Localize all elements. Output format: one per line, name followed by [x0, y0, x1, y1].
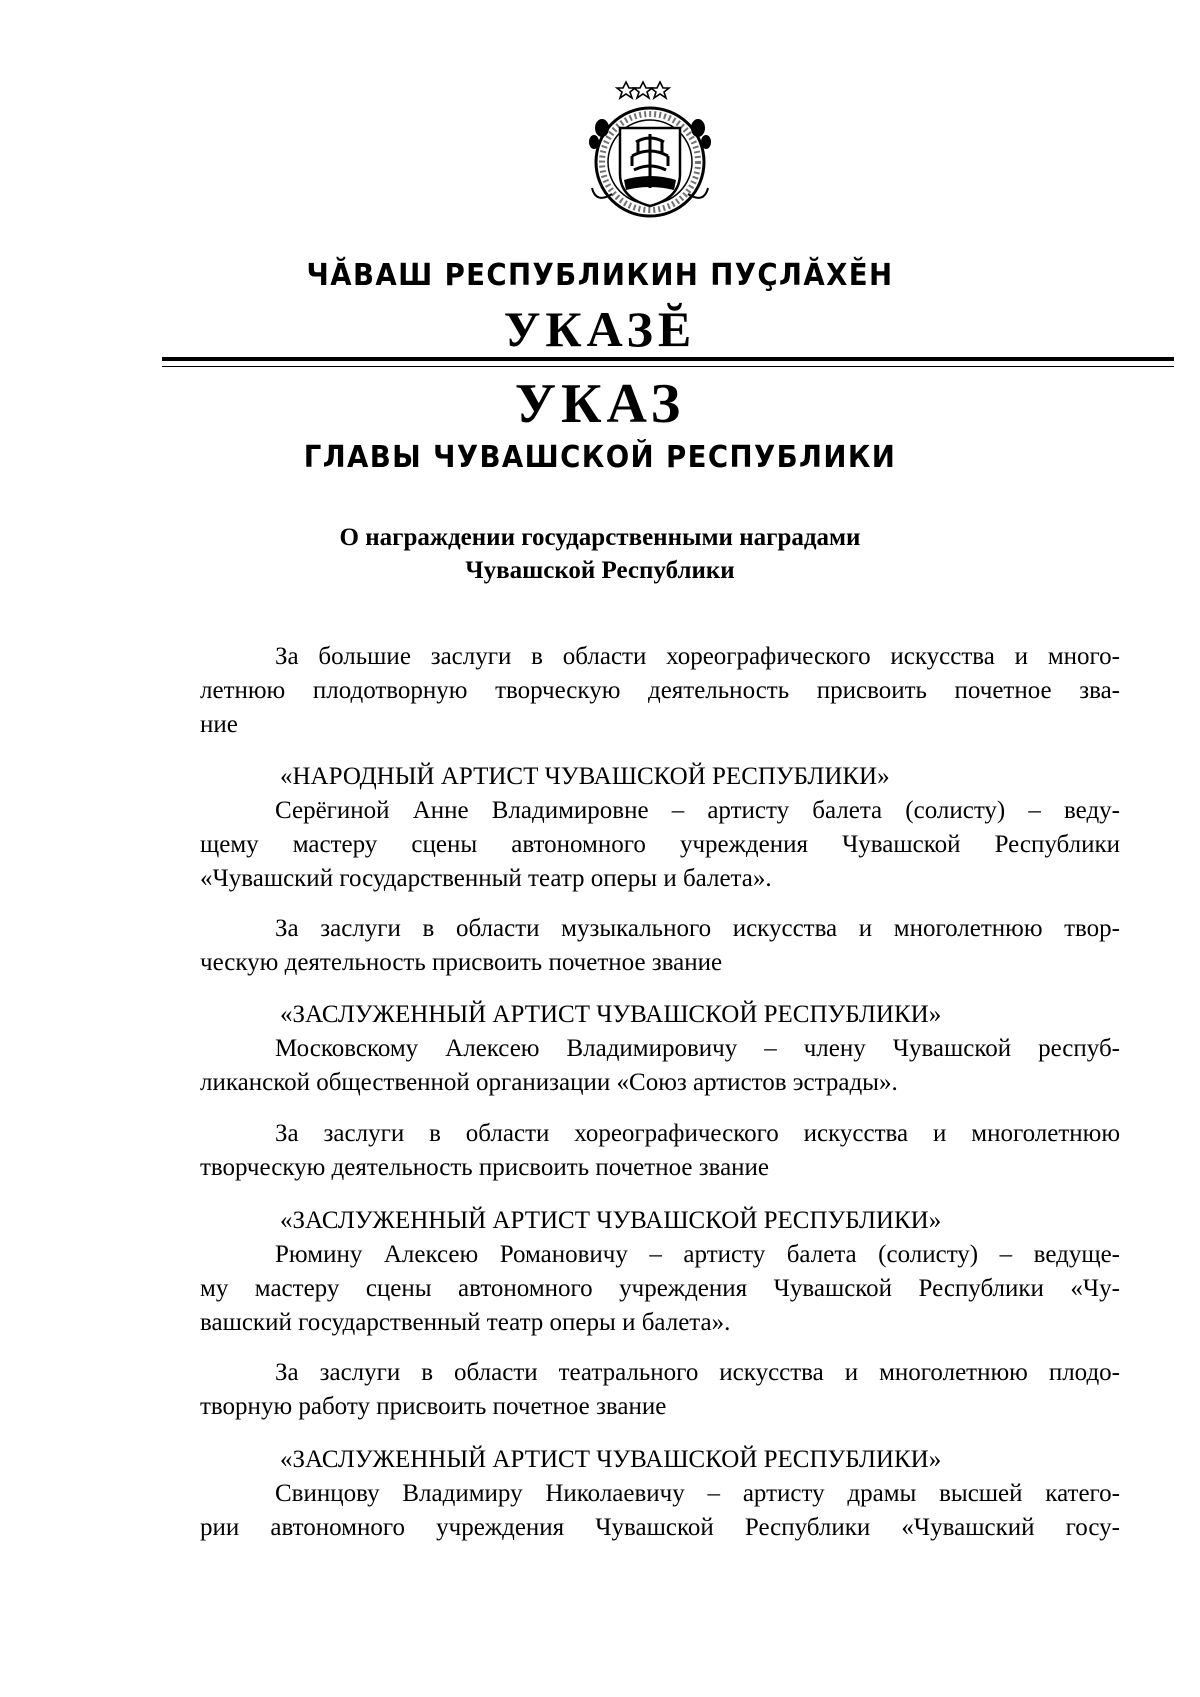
- text-line: «Чувашский государственный театр оперы и балета».: [200, 865, 772, 892]
- header-chuvash-ukaze: УКАЗĔ: [503, 301, 697, 357]
- award-block: [200, 1443, 1120, 1545]
- text-line: Серёгиной Анне Владимировне – артисту балета (солисту) – веду-: [275, 797, 1120, 824]
- paragraph-preamble: [200, 1117, 1120, 1185]
- award-block: [200, 998, 1120, 1100]
- text-line: За большие заслуги в области хореографического искусства и много-: [275, 643, 1120, 670]
- award-title: «ЗАСЛУЖЕННЫЙ АРТИСТ ЧУВАШСКОЙ РЕСПУБЛИКИ»: [280, 1207, 942, 1234]
- text-line: Московскому Алексею Владимировичу – члену Чувашской респуб-: [275, 1035, 1120, 1062]
- award-block: [200, 1204, 1120, 1340]
- text-line: летнюю плодотворную творческую деятельность присвоить почетное зва-: [200, 677, 1120, 704]
- text-line: ческую деятельность присвоить почетное звание: [200, 949, 723, 976]
- document-title-line: Чувашской Республики: [465, 557, 735, 584]
- text-line: Свинцову Владимиру Николаевичу – артисту драмы высшей катего-: [275, 1480, 1120, 1507]
- text-line: Рюмину Алексею Романовичу – артисту балета (солисту) – ведуще-: [275, 1241, 1120, 1268]
- text-line: творческую деятельность присвоить почетное звание: [200, 1154, 770, 1181]
- stars-icon: [617, 82, 669, 98]
- award-title: «ЗАСЛУЖЕННЫЙ АРТИСТ ЧУВАШСКОЙ РЕСПУБЛИКИ»: [280, 1446, 942, 1473]
- text-line: За заслуги в области музыкального искусства и многолетнюю твор-: [275, 915, 1120, 942]
- award-block: [200, 760, 1120, 896]
- header-chuvash-title: ЧĂВАШ РЕСПУБЛИКИН ПУÇЛĂХĔН: [306, 258, 894, 293]
- award-title: «ЗАСЛУЖЕННЫЙ АРТИСТ ЧУВАШСКОЙ РЕСПУБЛИКИ»: [280, 1001, 942, 1028]
- text-line: му мастеру сцены автономного учреждения Чувашской Республики «Чу-: [200, 1275, 1120, 1302]
- document-title-line: О награждении государственными наградами: [339, 524, 861, 551]
- text-line: ние: [200, 711, 238, 738]
- text-line: За заслуги в области театрального искусства и многолетнюю плодо-: [275, 1359, 1120, 1386]
- text-line: щему мастеру сцены автономного учреждения Чувашской Республики: [200, 831, 1120, 858]
- header-ukaz: УКАЗ: [514, 373, 686, 435]
- paragraph-preamble: [200, 640, 1120, 742]
- header-divider-thick: [162, 357, 1174, 361]
- chuvash-coat-of-arms-icon: [574, 76, 726, 220]
- text-line: вашский государственный театр оперы и балета».: [200, 1309, 731, 1336]
- header-issuer: ГЛАВЫ ЧУВАШСКОЙ РЕСПУБЛИКИ: [303, 440, 897, 475]
- text-line: ликанской общественной организации «Союз артистов эстрады».: [200, 1069, 898, 1096]
- paragraph-preamble: [200, 912, 1120, 980]
- text-line: творную работу присвоить почетное звание: [200, 1393, 667, 1420]
- header-divider-thin: [162, 366, 1174, 367]
- text-line: За заслуги в области хореографического искусства и многолетнюю: [275, 1120, 1120, 1147]
- paragraph-preamble: [200, 1356, 1120, 1424]
- text-line: рии автономного учреждения Чувашской Республики «Чувашский госу-: [200, 1514, 1120, 1541]
- document-title: [0, 521, 1200, 587]
- award-title: «НАРОДНЫЙ АРТИСТ ЧУВАШСКОЙ РЕСПУБЛИКИ»: [280, 763, 890, 790]
